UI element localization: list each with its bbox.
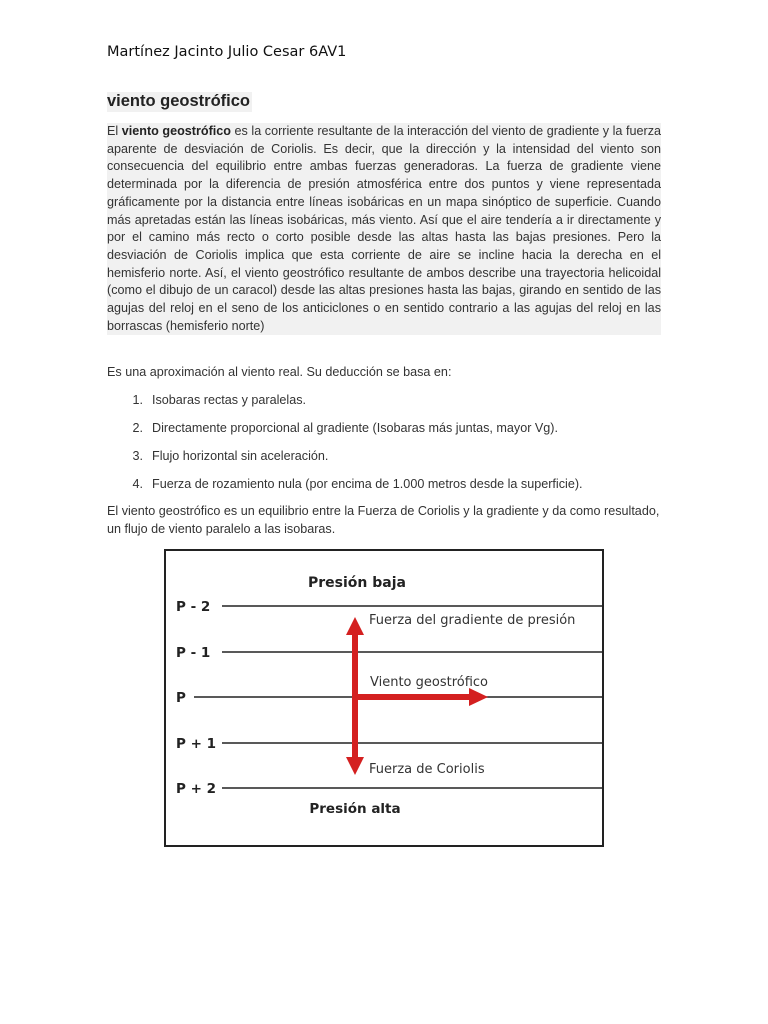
page-title: viento geostrófico — [107, 92, 251, 110]
low-pressure-label: Presión baja — [308, 575, 406, 591]
list-item: 3. Flujo horizontal sin aceleración. — [132, 449, 329, 463]
wind-arrow-shaft — [355, 694, 471, 700]
isobar-label: P — [176, 690, 186, 706]
geostrophic-wind-label: Viento geostrófico — [370, 675, 489, 690]
geostrophic-wind-diagram — [164, 549, 604, 847]
intro-rest: es la corriente resultante de la interacción del viento de gradiente y la fuerza aparente de desviación de Coriolis. Es decir, que la dirección y la intensidad del viento son consecuencia del equilibrio entre ambas fuerzas generadoras. La fuerza de gradiente viene determinada por la diferencia de presión atmosférica entre dos puntos y viene representada gráficamente por la distancia entre líneas isobáricas en un mapa sinóptico de superficie. Cuando más apretadas están las líneas isobáricas, más viento. Así que el aire tendería a ir directamente y por el camino más recto o corto posible desde las altas hasta las bajas presiones. Pero la desviación de Coriolis implica que esta corriente de aire se incline hacia la derecha en el hemisferio norte. Así, el viento geostrófico resultante de ambos describe una trayectoria helicoidal (como el dibujo de un caracol) desde las altas presiones hasta las bajas, girando en sentido de las agujas del reloj en el seno de los anticiclones o en sentido contrario a las agujas del reloj en las borrascas (hemisferio norte) — [107, 124, 661, 333]
author-header: Martínez Jacinto Julio Cesar 6AV1 — [107, 44, 347, 60]
conclusion-paragraph: El viento geostrófico es un equilibrio entre la Fuerza de Coriolis y la gradiente y da como resultado, un flujo de viento paralelo a las isobaras. — [107, 504, 660, 536]
coriolis-force-label: Fuerza de Coriolis — [369, 762, 485, 777]
gradient-force-label: Fuerza del gradiente de presión — [369, 613, 576, 628]
high-pressure-label: Presión alta — [309, 801, 401, 817]
isobar-label: P + 1 — [176, 736, 216, 752]
list-item: 4. Fuerza de rozamiento nula (por encima de 1.000 metros desde la superficie). — [132, 477, 583, 491]
diagram-svg — [164, 549, 604, 847]
isobar-label: P - 1 — [176, 645, 211, 661]
isobar-label: P - 2 — [176, 599, 211, 615]
assumptions-list — [107, 392, 667, 504]
isobar-label: P + 2 — [176, 781, 216, 797]
intro-bold-term: viento geostrófico — [121, 124, 231, 138]
intro-lead: El — [107, 124, 122, 138]
list-item: 1. Isobaras rectas y paralelas. — [132, 393, 306, 407]
intro-paragraph — [107, 123, 661, 335]
list-item: 2. Directamente proporcional al gradiente (Isobaras más juntas, mayor Vg). — [132, 421, 558, 435]
approximation-paragraph: Es una aproximación al viento real. Su deducción se basa en: — [107, 365, 452, 379]
